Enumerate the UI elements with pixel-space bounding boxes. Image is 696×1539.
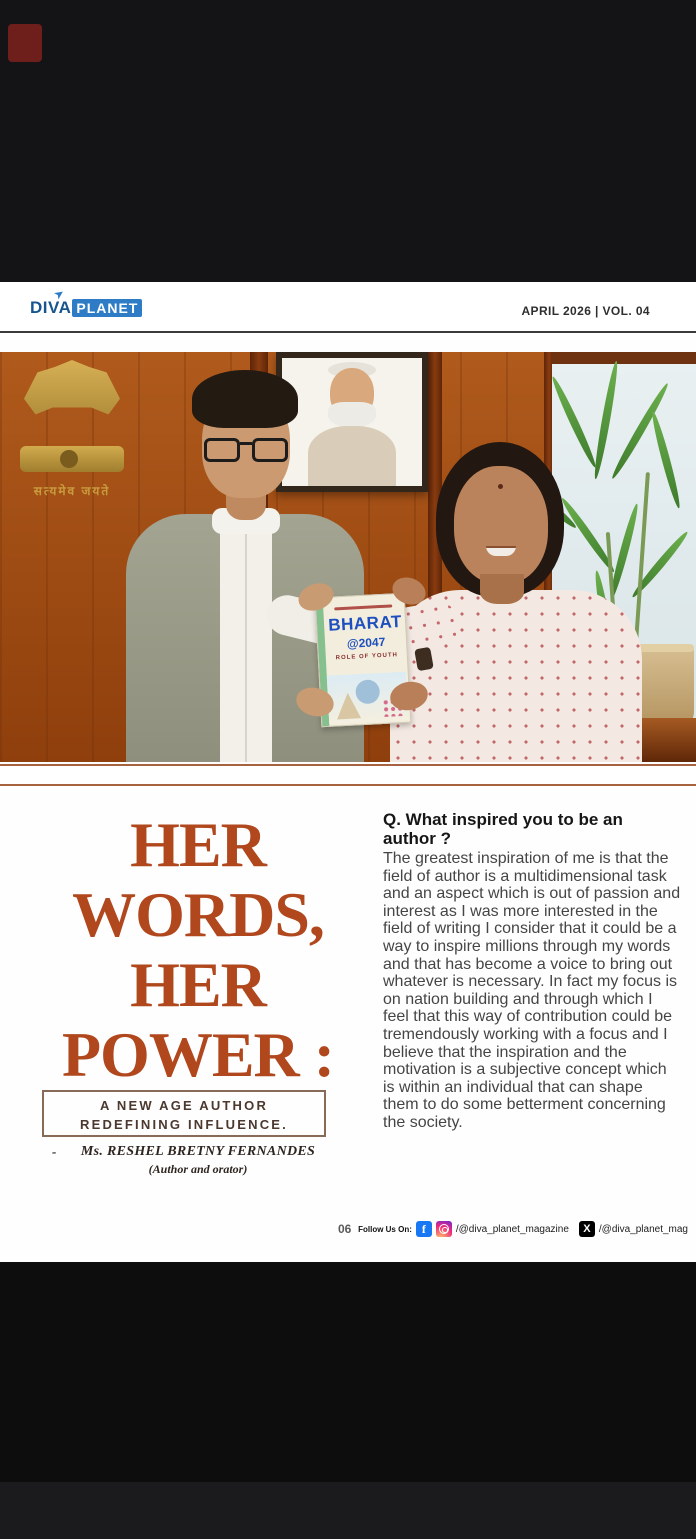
book-title: BHARAT (327, 611, 403, 635)
interview-answer: The greatest inspiration of me is that the field of author is a multidimensional task and an aspect which is out of passion and interest as I was more interested in the field of writing I consider that it could be a way to inspire millions through my words and that has become a voice to bring out whatever is necessary. In fact my focus is on nation building and through which I feel that this way of contribution could be tremendously working with a focus and I believe that the inspiration and the motivation is a subjective concept which is within an individual that can shape them to do some betterment concerning the society. (383, 850, 681, 1131)
issue-date-volume: APRIL 2026 | VOL. 04 (521, 304, 650, 318)
diva-planet-logo (30, 285, 142, 318)
logo-rocket-icon: ➤ (50, 285, 68, 303)
android-navigation-bar (0, 1482, 696, 1539)
author-byline (30, 1144, 366, 1177)
follow-us-label: Follow Us On: (358, 1224, 412, 1234)
byline-name: Ms. RESHEL BRETNY FERNANDES (80, 1144, 316, 1159)
portrait-beard (328, 402, 376, 428)
x-handle[interactable]: /@diva_planet_mag (598, 1223, 688, 1235)
article-headline (30, 810, 366, 1090)
book-tagline: ROLE OF YOUTH (335, 652, 399, 662)
logo-text-prefix: DIVA (30, 298, 72, 317)
headline-line: HER (130, 949, 266, 1020)
magazine-header (0, 282, 696, 333)
book-edition: @2047 (346, 634, 386, 651)
logo-text-suffix: PLANET (72, 299, 142, 317)
magazine-page (0, 282, 696, 1262)
subtitle-line: REDEFINING INFLUENCE. (80, 1117, 288, 1132)
headline-line: WORDS, (72, 879, 324, 950)
emblem-motto-text: सत्यमेव जयते (33, 484, 111, 498)
instagram-icon[interactable] (436, 1221, 452, 1237)
wood-beam (552, 352, 696, 364)
interview-question: Q. What inspired you to be an author ? (383, 810, 623, 848)
illustration-monument (336, 692, 361, 719)
corner-app-badge (8, 24, 42, 62)
bottom-black-band (0, 1262, 696, 1482)
book-author-line (334, 604, 392, 610)
india-state-emblem (16, 354, 128, 522)
feature-photo (0, 352, 696, 762)
facebook-instagram-handle[interactable]: /@diva_planet_magazine (455, 1223, 569, 1235)
byline-role: (Author and orator) (148, 1162, 248, 1176)
facebook-icon[interactable]: f (416, 1221, 432, 1237)
woman-neck (480, 574, 524, 604)
subtitle-line: A NEW AGE AUTHOR (99, 1098, 269, 1113)
page-number: 06 (338, 1222, 352, 1236)
framed-portrait (276, 352, 428, 492)
headline-line: POWER : (61, 1019, 335, 1090)
photo-divider-strip (0, 764, 696, 786)
subtitle-box (42, 1090, 326, 1137)
social-follow-bar (358, 1218, 688, 1240)
emblem-lion-capital (24, 360, 120, 448)
man-kurta-placket (245, 534, 247, 762)
byline-dash: - (52, 1144, 57, 1159)
portrait-mat (282, 358, 422, 486)
man-glasses (204, 438, 288, 464)
woman-bindi (498, 484, 503, 489)
portrait-shoulders (308, 426, 396, 486)
headline-line: HER (130, 809, 266, 880)
emblem-chakra (60, 450, 78, 468)
man-hair (192, 370, 298, 428)
x-twitter-icon[interactable]: X (579, 1221, 595, 1237)
